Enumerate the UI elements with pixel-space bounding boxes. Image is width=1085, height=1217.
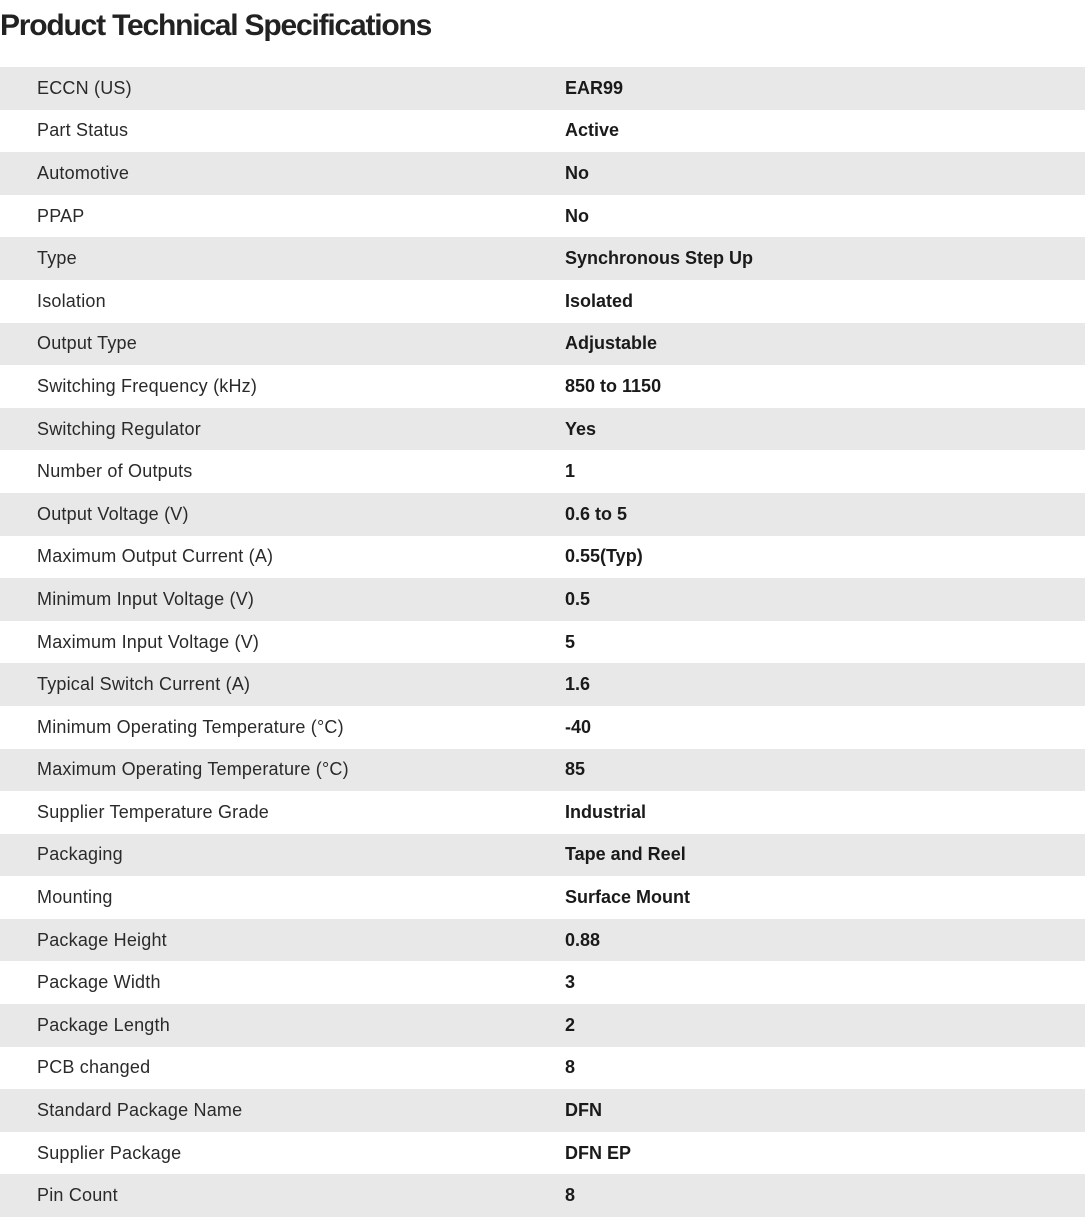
spec-label: Mounting: [37, 887, 113, 908]
spec-row: [0, 749, 1085, 792]
spec-row: [0, 578, 1085, 621]
spec-row: [0, 450, 1085, 493]
spec-value: 0.5: [565, 588, 591, 609]
spec-value: Synchronous Step Up: [565, 248, 754, 269]
spec-label: Supplier Temperature Grade: [37, 801, 269, 822]
spec-value: DFN EP: [565, 1142, 632, 1163]
spec-label: Package Length: [37, 1014, 170, 1035]
spec-value: Industrial: [565, 801, 647, 822]
spec-label: Switching Regulator: [37, 418, 201, 439]
spec-row: [0, 365, 1085, 408]
spec-value: 5: [565, 631, 576, 652]
spec-label: Supplier Package: [37, 1142, 182, 1163]
spec-label: Package Width: [37, 972, 161, 993]
spec-row: [0, 919, 1085, 962]
spec-value: EAR99: [565, 77, 624, 98]
spec-value: No: [565, 162, 589, 183]
spec-row: [0, 195, 1085, 238]
spec-label: Switching Frequency (kHz): [37, 375, 258, 396]
spec-row: [0, 493, 1085, 536]
spec-row: [0, 663, 1085, 706]
spec-label: ECCN (US): [37, 77, 132, 98]
spec-value: Isolated: [565, 290, 634, 311]
spec-row: [0, 237, 1085, 280]
spec-row: [0, 152, 1085, 195]
spec-value: 1.6: [565, 674, 591, 695]
page-title: Product Technical Specifications: [0, 9, 432, 42]
spec-value: DFN: [565, 1100, 602, 1121]
spec-value: 1: [565, 461, 576, 482]
spec-label: Maximum Operating Temperature (°C): [37, 759, 349, 780]
spec-value: Active: [565, 120, 620, 141]
spec-value: 0.6 to 5: [565, 503, 628, 524]
spec-row: [0, 834, 1085, 877]
spec-value: No: [565, 205, 589, 226]
spec-row: [0, 110, 1085, 153]
spec-row: [0, 706, 1085, 749]
spec-row: [0, 1132, 1085, 1175]
spec-value: Yes: [565, 418, 597, 439]
spec-table-body: [0, 67, 1085, 1217]
spec-value: 8: [565, 1185, 576, 1206]
spec-label: Automotive: [37, 162, 130, 183]
spec-value: -40: [565, 716, 592, 737]
spec-row: [0, 876, 1085, 919]
spec-label: PCB changed: [37, 1057, 151, 1078]
spec-label: Typical Switch Current (A): [37, 674, 251, 695]
spec-label: Isolation: [37, 290, 106, 311]
spec-row: [0, 961, 1085, 1004]
spec-row: [0, 323, 1085, 366]
spec-value: 3: [565, 972, 576, 993]
spec-label: Package Height: [37, 929, 167, 950]
spec-value: 85: [565, 759, 586, 780]
spec-label: PPAP: [37, 205, 85, 226]
spec-label: Packaging: [37, 844, 123, 865]
spec-row: [0, 67, 1085, 110]
spec-table: [0, 67, 1085, 1217]
spec-label: Number of Outputs: [37, 461, 193, 482]
spec-label: Part Status: [37, 120, 129, 141]
spec-label: Minimum Input Voltage (V): [37, 588, 255, 609]
spec-label: Pin Count: [37, 1185, 118, 1206]
spec-label: Minimum Operating Temperature (°C): [37, 716, 344, 737]
spec-value: Surface Mount: [565, 887, 691, 908]
spec-label: Maximum Output Current (A): [37, 546, 274, 567]
spec-label: Standard Package Name: [37, 1100, 243, 1121]
spec-label: Output Type: [37, 333, 137, 354]
spec-label: Type: [37, 248, 77, 269]
spec-value: Adjustable: [565, 333, 658, 354]
spec-label: Output Voltage (V): [37, 503, 189, 524]
spec-row: [0, 1174, 1085, 1217]
spec-label: Maximum Input Voltage (V): [37, 631, 260, 652]
spec-row: [0, 621, 1085, 664]
spec-row: [0, 1047, 1085, 1090]
spec-row: [0, 408, 1085, 451]
spec-row: [0, 1089, 1085, 1132]
spec-value: 0.88: [565, 929, 601, 950]
spec-value: 850 to 1150: [565, 375, 662, 396]
spec-row: [0, 536, 1085, 579]
spec-value: Tape and Reel: [565, 844, 686, 865]
spec-row: [0, 1004, 1085, 1047]
spec-value: 2: [565, 1014, 576, 1035]
spec-value: 8: [565, 1057, 576, 1078]
spec-row: [0, 280, 1085, 323]
spec-row: [0, 791, 1085, 834]
spec-value: 0.55(Typ): [565, 546, 643, 567]
